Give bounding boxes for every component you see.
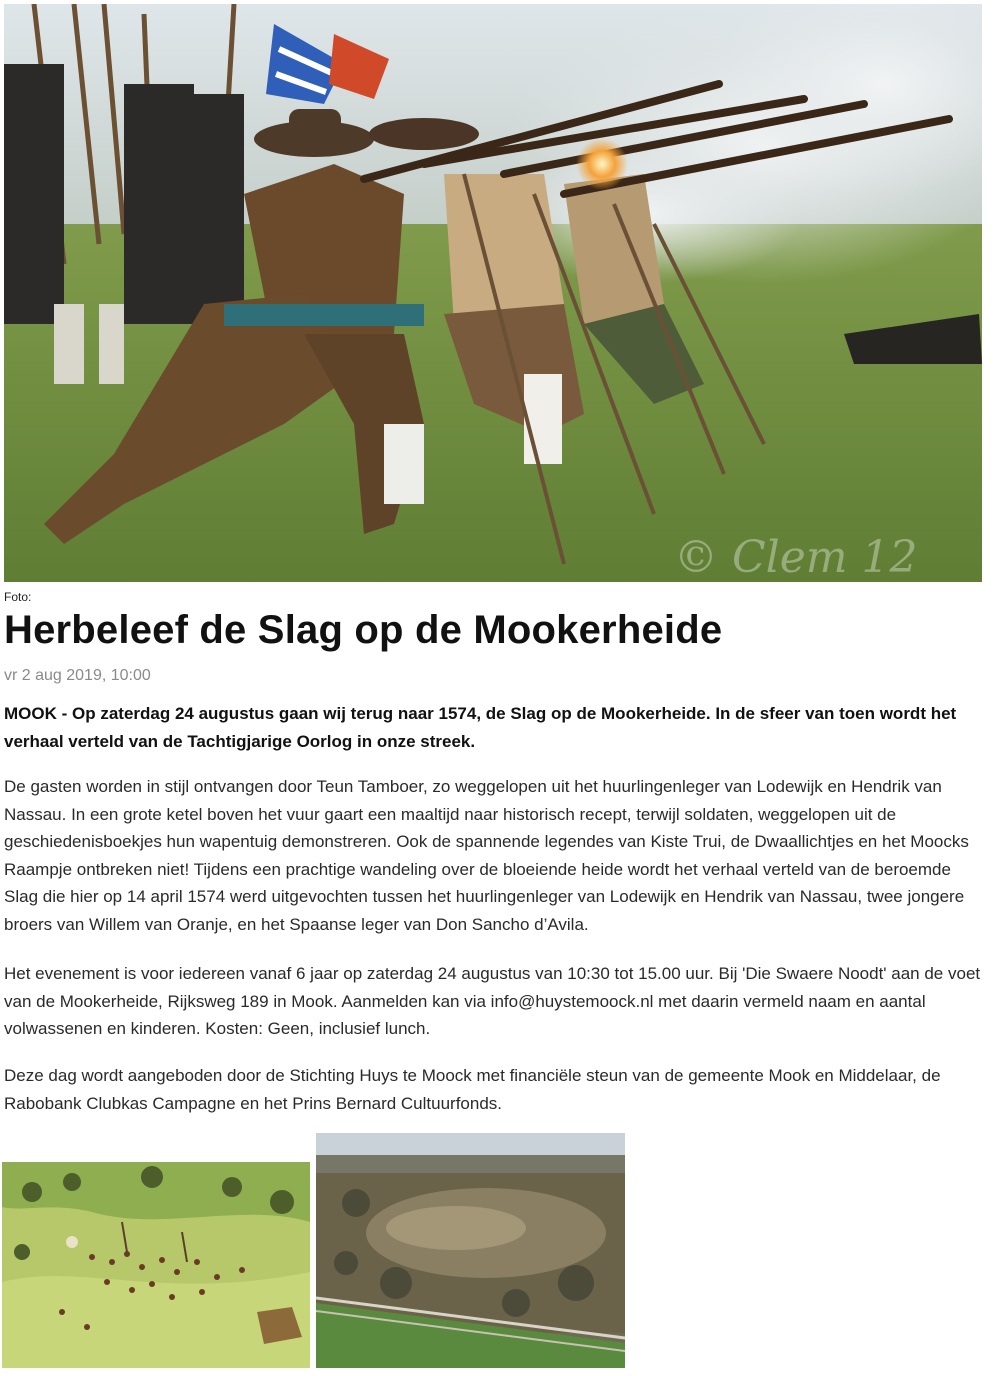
article-paragraph-1: De gasten worden in stijl ontvangen door Teun Tamboer, zo weggelopen uit het huurlingenleger van Lodewijk en Hendrik van Nassau. In een grote ketel boven het vuur gaart een maaltijd naar historisch recept, terwijl soldaten, weggelopen uit de geschiedenisboekjes hun wapentuig demonstreren. Ook de spannende legendes van Kiste Trui, de Dwaallichtjes en het Moocks Raampje ontbreken niet! Tijdens een prachtige wandeling over de bloeiende heide wordt het verhaal verteld van de beroemde Slag die hier op 14 april 1574 werd uitgevochten tussen het huurlingenleger van Lodewijk en Hendrik van Nassau, twee jongere broers van Willem van Oranje, en het Spaanse leger van Don Sancho d’Avila. bbox=[4, 777, 969, 934]
aerial-photo-thumbnail bbox=[316, 1133, 625, 1368]
hero-photo bbox=[4, 4, 982, 582]
battle-painting-thumbnail bbox=[2, 1162, 310, 1368]
article-lead: MOOK - Op zaterdag 24 augustus gaan wij terug naar 1574, de Slag op de Mookerheide. In de sfeer van toen wordt het verhaal verteld van de Tachtigjarige Oorlog in onze streek. bbox=[4, 704, 957, 751]
reenactment-photo-image bbox=[4, 4, 982, 582]
article-paragraph-2: Het evenement is voor iedereen vanaf 6 jaar op zaterdag 24 augustus van 10:30 tot 15.00 uur. Bij 'Die Swaere Noodt' aan de voet van de Mookerheide, Rijksweg 189 in Mook. Aanmelden kan via info@huystemoock.nl met daarin vermeld naam en aantal volwassenen en kinderen. Kosten: Geen, inclusief lunch. bbox=[4, 964, 981, 1039]
page-title: Herbeleef de Slag op de Mookerheide bbox=[4, 608, 723, 652]
aerial-heath-image[interactable] bbox=[316, 1133, 625, 1368]
historic-battle-map-image[interactable] bbox=[2, 1162, 310, 1368]
article-paragraph-3: Deze dag wordt aangeboden door de Stichting Huys te Moock met financiële steun van de gemeente Mook en Middelaar, de Rabobank Clubkas Campagne en het Prins Bernard Cultuurfonds. bbox=[4, 1066, 941, 1113]
photo-watermark: © Clem 12 bbox=[674, 532, 918, 582]
article-date: vr 2 aug 2019, 10:00 bbox=[4, 667, 151, 684]
photo-caption: Foto: bbox=[4, 590, 32, 604]
